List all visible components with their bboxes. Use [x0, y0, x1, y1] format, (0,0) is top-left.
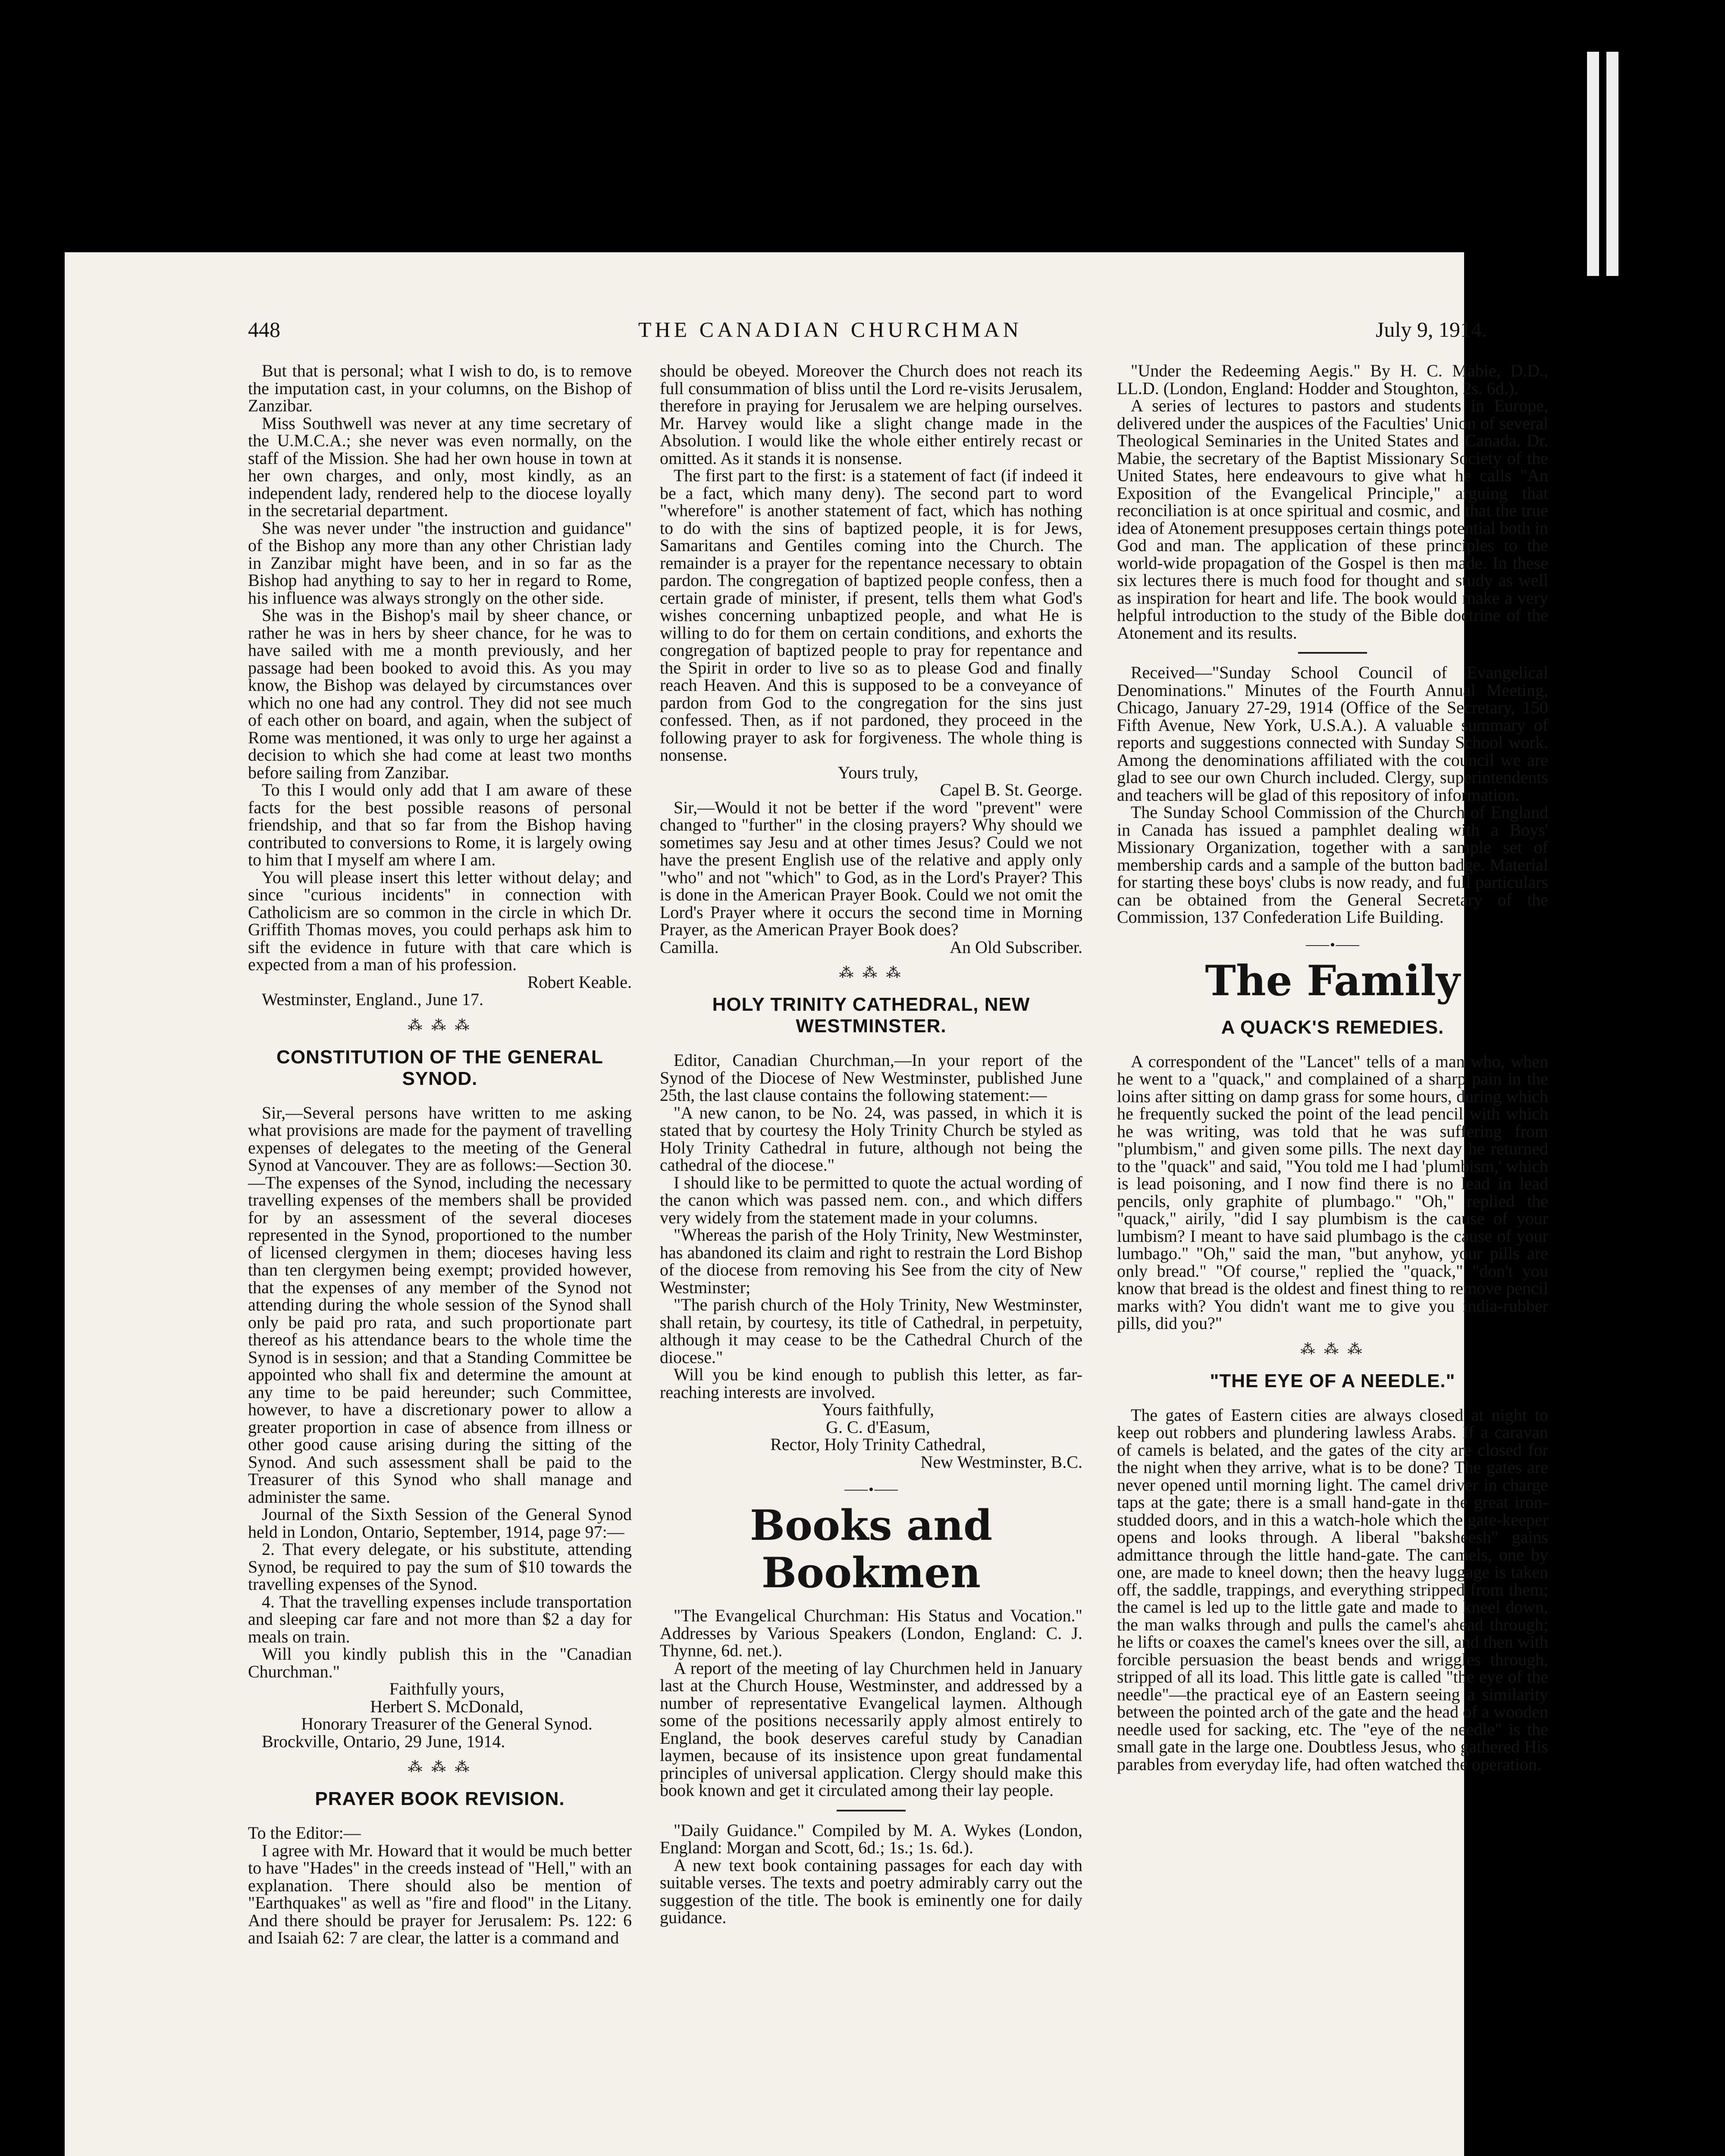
book-review: A series of lectures to pastors and students in Europe, delivered under the auspices of the Faculties' Union of several Theological Seminaries in the United States and Canada. Dr. Mabie, the secretary of the Baptist Missionary Society of the United States, here endeavours to give what he calls "An Exposition of the Evangelical Principle," arguing that reconciliation is at once spiritual and cosmic, and that the true idea of Atonement presupposes certain things potential both in God and man. The application of these principles to the world-wide propagation of the Gospel is then made. In these six lectures there is much food for thought and study as well as inspiration for heart and life. The book would make a very helpful introduction to the study of the Bible doctrine of the Atonement and its results. — [1117, 396, 1548, 642]
signature: G. C. d'Easum, — [826, 1417, 930, 1437]
letter-paragraph: should be obeyed. Moreover the Church does not reach its full consummation of bliss until the Lord re-visits Jerusalem, therefore in praying for Jerusalem we are helping ourselves. Mr. Harvey would like a slight change made in the Absolution. I would like the whole either entirely recast or omitted. As it stands it is nonsense. — [660, 361, 1082, 468]
issue-date: July 9, 1914. — [1376, 317, 1487, 342]
letter-paragraph: Editor, Canadian Churchman,—In your report of the Synod of the Diocese of New Westminster, published June 25th, the last clause contains the following statement:— — [660, 1050, 1082, 1105]
ornamental-rule: ⸺•⸺ — [844, 1482, 899, 1498]
signature: Herbert S. McDonald, — [370, 1696, 524, 1716]
signature-title: Honorary Treasurer of the General Synod. — [301, 1714, 593, 1733]
section-ornament: ⁂ ⁂ ⁂ — [408, 1759, 472, 1775]
column-1 — [248, 362, 632, 1947]
letter-paragraph: To this I would only add that I am aware of these facts for the best possible reasons of personal friendship, and that so far from the Bishop having contributed to conversions to Rome, it is largely owing to him that I myself am where I am. — [248, 780, 632, 869]
letter-paragraph: "Whereas the parish of the Holy Trinity, New Westminster, has abandoned its claim and right to restrain the Lord Bishop of the diocese from removing his See from the city of New Westminster; — [660, 1225, 1082, 1297]
ornamental-rule: ⸺•⸺ — [1305, 937, 1360, 953]
closing: Yours truly, — [837, 762, 919, 782]
dateline: Brockville, Ontario, 29 June, 1914. — [262, 1731, 505, 1751]
signature-row — [660, 939, 1082, 956]
salutation: To the Editor:— — [248, 1823, 361, 1843]
book-review: A report of the meeting of lay Churchmen held in January last at the Church House, Westminster, and addressed by a number of representative Evangelical laymen. Although some of the positions necessarily apply almost entirely to England, the book deserves careful study by Canadian laymen, because of its insistence upon great fundamental principles of universal application. Clergy should make this book known and get it circulated among their lay people. — [660, 1658, 1082, 1800]
page-number: 448 — [248, 317, 280, 342]
signature: Robert Keable. — [527, 972, 632, 992]
letter-paragraph: 2. That every delegate, or his substitute, attending Synod, be required to pay the sum of $10 towards the travelling expenses of the Synod. — [248, 1539, 632, 1594]
signature-camilla: Camilla. — [660, 937, 719, 957]
signature-title: Rector, Holy Trinity Cathedral, — [770, 1435, 986, 1454]
letter-paragraph: Sir,—Several persons have written to me asking what provisions are made for the payment of travelling expenses of delegates to the meeting of the General Synod at Vancouver. They are as follows:—Section 30.—The expenses of the Synod, including the necessary travelling expenses of the members shall be provided for by an assessment of the several dioceses represented in the Synod, proportioned to the number of licensed clergymen in them; dioceses having less than ten clergymen being exempt; provided however, that the expenses of any member of the Synod not attending during the whole session of the Synod shall only be paid pro rata, and such proportionate part thereof as his attendance bears to the whole time the Synod is in session; and that a Standing Committee be appointed who shall fix and determine the amount at any time to be paid hereunder; such Committee, however, to have a discretionary power to allow a greater proportion in case of absence from illness or other good cause arising during the sitting of the Synod. And such assessment shall be paid to the Treasurer of this Synod who shall manage and administer the same. — [248, 1103, 632, 1507]
book-entry: "The Evangelical Churchman: His Status and Vocation." Addresses by Various Speakers (London, England: C. J. Thynne, 6d. net.). — [660, 1606, 1082, 1660]
letter-paragraph: You will please insert this letter without delay; and since "curious incidents" in connection with Catholicism are so common in the circle in which Dr. Griffith Thomas moves, you could perhaps ask him to sift the evidence in future with that care which is expected from a man of his profession. — [248, 867, 632, 974]
article-paragraph: A correspondent of the "Lancet" tells of a man who, when he went to a "quack," and complained of a sharp pain in the loins after sitting on damp grass for some hours, during which he frequently sucked the point of the lead pencil with which he was writing, was told that he was suffering from "plumbism," and given some pills. The next day he returned to the "quack" and said, "You told me I had 'plumbism,' which is lead poisoning, and I now find there is no lead in lead pencils, only graphite of plumbago." "Oh," replied the "quack," airily, "did I say plumbism is the cause of your lumbism? I meant to have said plumbago is the cause of your lumbago." "Oh," said the man, "but anyhow, your pills are only bread." "Of course," replied the "quack," "don't you know that bread is the oldest and finest thing to remove pencil marks with? You didn't want me to give you india-rubber pills, did you?" — [1117, 1051, 1548, 1333]
section-ornament: ⁂ ⁂ ⁂ — [408, 1017, 472, 1034]
column-2 — [660, 362, 1082, 1927]
signature-place: New Westminster, B.C. — [920, 1452, 1082, 1472]
letter-paragraph: But that is personal; what I wish to do, is to remove the imputation cast, in your columns, on the Bishop of Zanzibar. — [248, 361, 632, 415]
letter-paragraph: Sir,—Would it not be better if the word "prevent" were changed to "further" in the closing prayers? Why should we sometimes say Jesu and at other times Jesus? Could we not have the present English use of the relative and apply only "who" and not "which" to God, as in the Lord's Prayer? This is done in the American Prayer Book. Could we not omit the Lord's Prayer where it occurs the second time in Morning Prayer, as the American Prayer Book does? — [660, 797, 1082, 939]
letter-paragraph: I agree with Mr. Howard that it would be much better to have "Hades" in the creeds instead of "Hell," with an explanation. There should also be mention of "Earthquakes" as well as "fire and flood" in the Litany. And there should be prayer for Jerusalem: Ps. 122: 6 and Isaiah 62: 7 are clear, the latter is a command and — [248, 1840, 632, 1947]
scan-margin-bar — [1606, 52, 1618, 276]
heading-the-family: The Family — [1205, 956, 1460, 1005]
signature-subscriber: An Old Subscriber. — [950, 937, 1082, 957]
heading-holy-trinity: HOLY TRINITY CATHEDRAL, NEW WESTMINSTER. — [712, 994, 1030, 1037]
closing: Yours faithfully, — [822, 1400, 935, 1419]
dateline: Westminster, England., June 17. — [262, 990, 483, 1009]
heading-quacks-remedies: A QUACK'S REMEDIES. — [1221, 1016, 1444, 1038]
masthead-title: THE CANADIAN CHURCHMAN — [638, 317, 1022, 342]
letter-paragraph: She was in the Bishop's mail by sheer chance, or rather he was in hers by sheer chance, for he was to have sailed with me a month previously, and her passage had been booked to avoid this. As you may know, the Bishop was delayed by circumstances over which no one had any control. They did not see much of each other on board, and again, when the subject of Rome was mentioned, it was only to urge her against a decision to which she had come at least two months before sailing from Zanzibar. — [248, 605, 632, 782]
letter-paragraph: Miss Southwell was never at any time secretary of the U.M.C.A.; she never was even normally, on the staff of the Mission. She had her own house in town at her own charges, and only, most kindly, as an independent lady, rendered help to the diocese loyally in the secretarial department. — [248, 413, 632, 520]
closing: Faithfully yours, — [389, 1679, 505, 1698]
column-3 — [1117, 362, 1548, 1773]
book-entry: "Daily Guidance." Compiled by M. A. Wykes (London, England: Morgan and Scott, 6d.; 1s.; 1s. 6d.). — [660, 1820, 1082, 1857]
heading-prayer-book: PRAYER BOOK REVISION. — [315, 1788, 565, 1809]
heading-eye-of-a-needle: "THE EYE OF A NEEDLE." — [1210, 1370, 1455, 1391]
book-review: A new text book containing passages for each day with suitable verses. The texts and poetry admirably carry out the suggestion of the title. The book is eminently one for daily guidance. — [660, 1855, 1082, 1927]
article-paragraph: The gates of Eastern cities are always closed at night to keep out robbers and plundering lawless Arabs. If a caravan of camels is belated, and the gates of the city are closed for the night when they arrive, what is to be done? The gates are never opened until morning light. The camel driver in charge taps at the gate; there is a small hand-gate in the great iron-studded doors, and in this a watch-hole which the gate-keeper opens and looks through. A liberal "baksheesh" gains admittance through the little hand-gate. The camels, one by one, are made to kneel down; then the heavy luggage is taken off, the saddle, trappings, and everything stripped from them; the camel is led up to the little gate and made to kneel down, the man walks through and pulls the camel's ahead through; he lifts or coaxes the camel's knees over the sill, and then with forcible persuasion the beast bends and wriggles through, stripped of all its load. This little gate is called "the eye of the needle"—the practical eye of an Eastern seeing a similarity between the pointed arch of the gate and the head of a wooden needle used for sacking, etc. The "eye of the needle" is the small gate in the large one. Doubtless Jesus, who gathered His parables from everyday life, had often watched the operation. — [1117, 1405, 1548, 1774]
letter-paragraph: "A new canon, to be No. 24, was passed, in which it is stated that by courtesy the Holy Trinity Church be styled as Holy Trinity Cathedral in future, although not being the cathedral of the diocese." — [660, 1103, 1082, 1175]
section-ornament: ⁂ ⁂ ⁂ — [1300, 1341, 1365, 1357]
letter-paragraph: "The parish church of the Holy Trinity, New Westminster, shall retain, by courtesy, its title of Cathedral, in perpetuity, although it may cease to be the Cathedral Church of the diocese." — [660, 1295, 1082, 1367]
book-entry: "Under the Redeeming Aegis." By H. C. Mabie, D.D., LL.D. (London, England: Hodder and Stoughton, 2s. 6d.). — [1117, 361, 1548, 398]
heading-constitution: CONSTITUTION OF THE GENERAL SYNOD. — [276, 1046, 603, 1089]
signature: Capel B. St. George. — [940, 780, 1082, 799]
letter-paragraph: I should like to be permitted to quote the actual wording of the canon which was passed nem. con., and which differs very widely from the statement made in your columns. — [660, 1172, 1082, 1227]
letter-paragraph: Will you kindly publish this in the "Canadian Churchman." — [248, 1644, 632, 1681]
letter-paragraph: She was never under "the instruction and guidance" of the Bishop any more than any other Christian lady in Zanzibar might have been, and in so far as the Bishop had anything to say to her in regard to Rome, his influence was always strongly on the other side. — [248, 518, 632, 608]
divider — [837, 1810, 906, 1811]
notice-paragraph: Received—"Sunday School Council of Evangelical Denominations." Minutes of the Fourth Annual Meeting, Chicago, January 27-29, 1914 (Office of the Secretary, 150 Fifth Avenue, New York, U.S.A.). A valuable summary of reports and suggestions connected with Sunday School work. Among the denominations affiliated with the council we are glad to see our own Church included. Clergy, superintendents and teachers will be glad of this repository of information. — [1117, 663, 1548, 805]
letter-paragraph: Journal of the Sixth Session of the General Synod held in London, Ontario, September, 1914, page 97:— — [248, 1504, 632, 1542]
letter-paragraph: 4. That the travelling expenses include transportation and sleeping car fare and not more than $2 a day for meals on train. — [248, 1592, 632, 1646]
notice-paragraph: The Sunday School Commission of the Church of England in Canada has issued a pamphlet dealing with a Boys' Missionary Organization, together with a sample set of membership cards and a sample of the button badge. Material for starting these boys' clubs is now ready, and full particulars can be obtained from the General Secretary of the Commission, 137 Confederation Life Building. — [1117, 802, 1548, 927]
heading-books-and-bookmen: Books and Bookmen — [750, 1501, 993, 1597]
divider — [1298, 652, 1367, 654]
scan-margin-bar — [1587, 52, 1599, 276]
letter-paragraph: Will you be kind enough to publish this letter, as far-reaching interests are involved. — [660, 1365, 1082, 1402]
section-ornament: ⁂ ⁂ ⁂ — [839, 965, 903, 981]
letter-paragraph: The first part to the first: is a statement of fact (if indeed it be a fact, which many deny). The second part to word "wherefore" is another statement of fact, which has nothing to do with the sins of baptized people, it is for Jews, Samaritans and Gentiles coming into the Church. The remainder is a prayer for the repentance necessary to obtain pardon. The congregation of baptized people confess, then a certain grade of minister, if present, tells them what God's wishes concerning unbaptized people, and what He is willing to do for them on certain conditions, and exhorts the congregation of baptized people to pray for repentance and the Spirit in order to live so as to please God and finally reach Heaven. And this is supposed to be a conveyance of pardon from God to the congregation for the sins just confessed. Then, as if not pardoned, they proceed in the following prayer to ask for forgiveness. The whole thing is nonsense. — [660, 466, 1082, 765]
